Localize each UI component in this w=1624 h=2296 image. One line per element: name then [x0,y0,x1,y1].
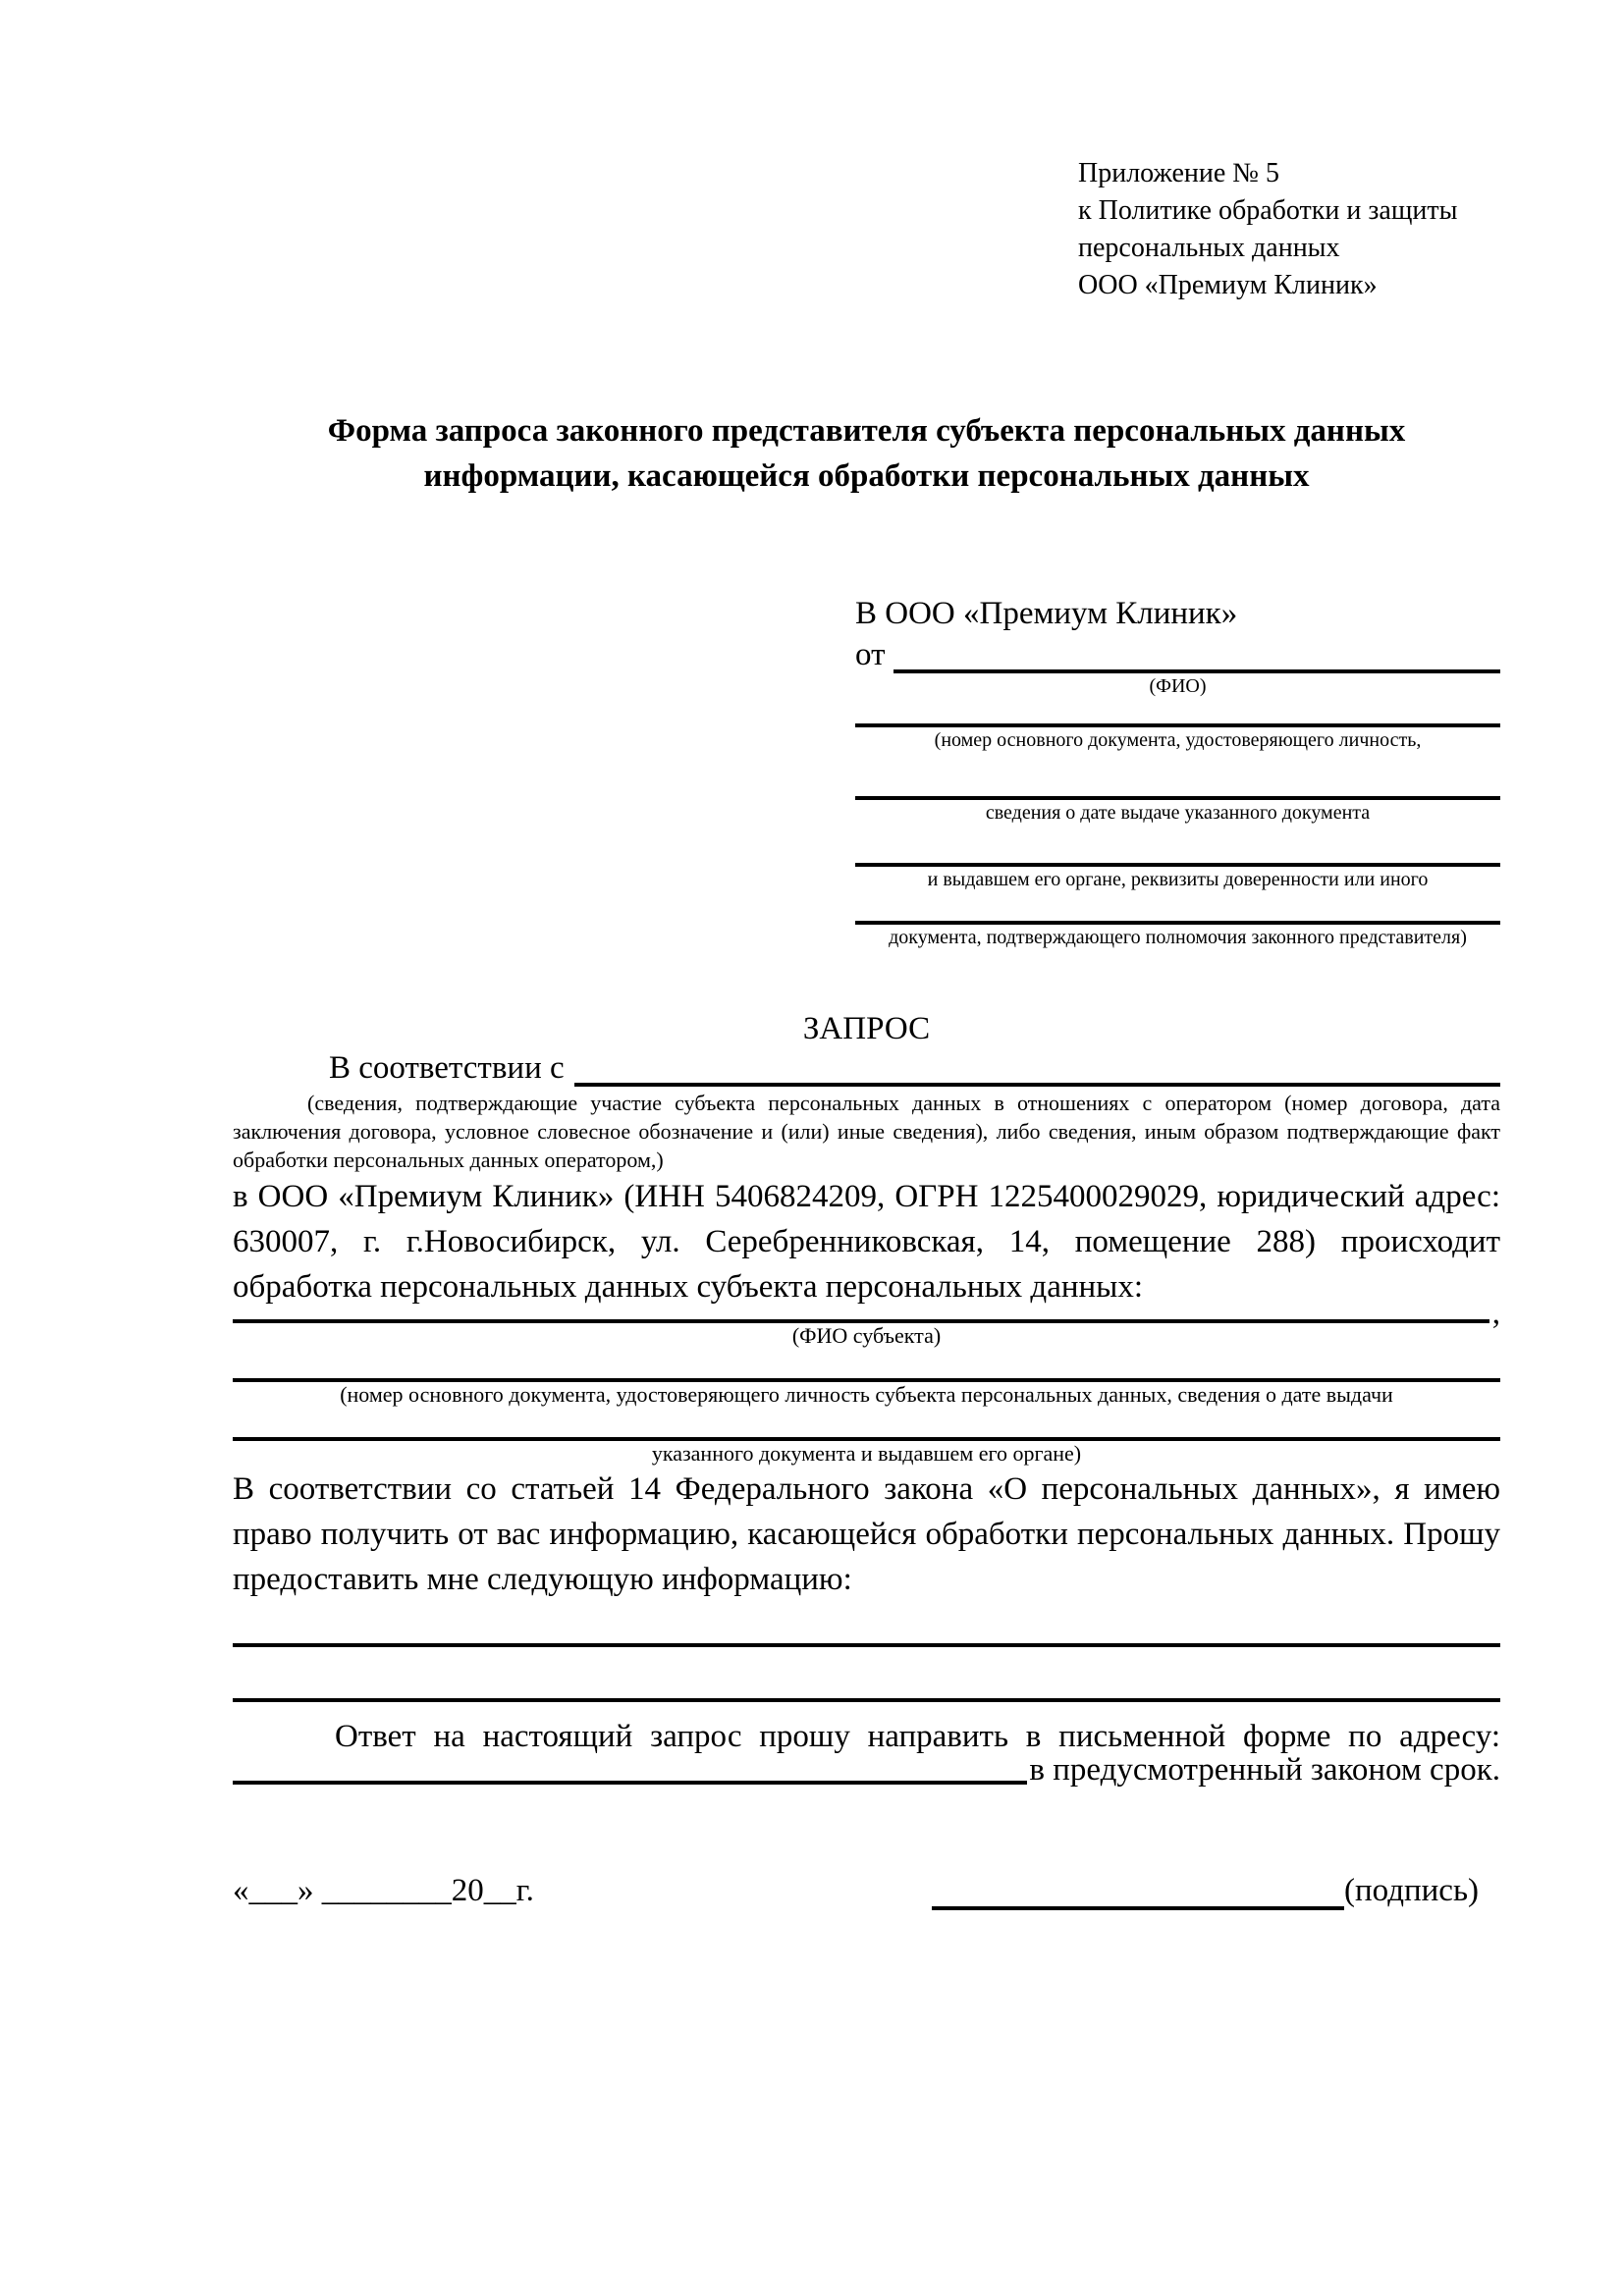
address-blank-line[interactable] [233,1781,1027,1785]
header-line: ООО «Премиум Клиник» [1078,270,1378,300]
request-heading: ЗАПРОС [802,1011,931,1046]
law-paragraph: В соответствии со статьей 14 Федерального закона «О персональных данных», я имею право получить от вас информацию, касающейся обработки персональных данных. Прошу предоставить мне следующую информацию: [233,1471,1500,1597]
representative-doc-caption-4: документа, подтверждающего полномочия законного представителя) [889,927,1467,948]
basis-blank-line[interactable] [574,1083,1500,1087]
date-line: «___» ________20__г. [233,1873,534,1908]
subject-doc-caption-1: (номер основного документа, удостоверяющего личность субъекта персональных данных, сведения о дате выдачи [340,1382,1393,1407]
signature-caption: (подпись) [1344,1873,1479,1908]
subject-doc-blank-line-2[interactable] [233,1408,1500,1441]
subject-doc-blank-line-1[interactable] [233,1349,1500,1382]
fio-caption: (ФИО) [1149,675,1207,697]
response-suffix: в предусмотренный законом срок. [1029,1752,1500,1788]
document-title [233,408,1500,499]
basis-row [233,1051,1500,1087]
representative-doc-blank-line-4[interactable] [855,893,1500,925]
response-paragraph: Ответ на настоящий запрос прошу направить в письменной форме по адресу: [335,1719,1500,1754]
representative-doc-blank-line-1[interactable] [855,700,1500,727]
header-right-block [1078,155,1500,304]
from-label: от [855,637,886,672]
representative-doc-caption-3: и выдавшем его органе, реквизиты доверенности или иного [927,869,1429,890]
footer-row [233,1871,1500,1910]
basis-label: В соответствии с [329,1050,565,1086]
trailing-comma: , [1491,1296,1500,1331]
signature-blank-line[interactable] [932,1877,1344,1910]
document-title-line: Форма запроса законного представителя субъекта персональных данных [327,413,1406,449]
header-line: Приложение № 5 [1078,158,1279,188]
operator-paragraph: в ООО «Премиум Клиник» (ИНН 5406824209, ОГРН 1225400029029, юридический адрес: 630007, г. г.Новосибирск, ул. Серебренниковская, 14, помещение 288) происходит обработка персональных данных субъекта персональных данных: [233,1179,1500,1305]
requested-info-blank-line-2[interactable] [233,1647,1500,1702]
addressee-to: В ООО «Премиум Клиник» [855,596,1238,631]
signature-group [932,1871,1479,1910]
representative-doc-blank-line-3[interactable] [855,827,1500,867]
basis-caption: (сведения, подтверждающие участие субъекта персональных данных в отношениях с оператором (номер договора, дата заключения договора, условное словесное обозначение и (или) иные сведения), либо сведения, иным образом подтверждающие факт обработки персональных данных оператором,) [233,1091,1500,1172]
subject-doc-caption-2: указанного документа и выдавшем его органе) [651,1441,1082,1466]
from-row [855,634,1500,673]
addressee-block [855,593,1500,951]
representative-doc-blank-line-2[interactable] [855,754,1500,800]
requested-info-blank-line-1[interactable] [233,1602,1500,1647]
header-line: к Политике обработки и защиты [1078,195,1458,226]
subject-fio-caption: (ФИО субъекта) [791,1323,942,1348]
document-title-line: информации, касающейся обработки персональных данных [423,458,1310,494]
representative-doc-caption-2: сведения о дате выдаче указанного документа [985,802,1371,824]
response-address-row [233,1752,1500,1788]
representative-doc-caption-1: (номер основного документа, удостоверяющего личность, [934,729,1422,751]
header-line: персональных данных [1078,233,1340,263]
